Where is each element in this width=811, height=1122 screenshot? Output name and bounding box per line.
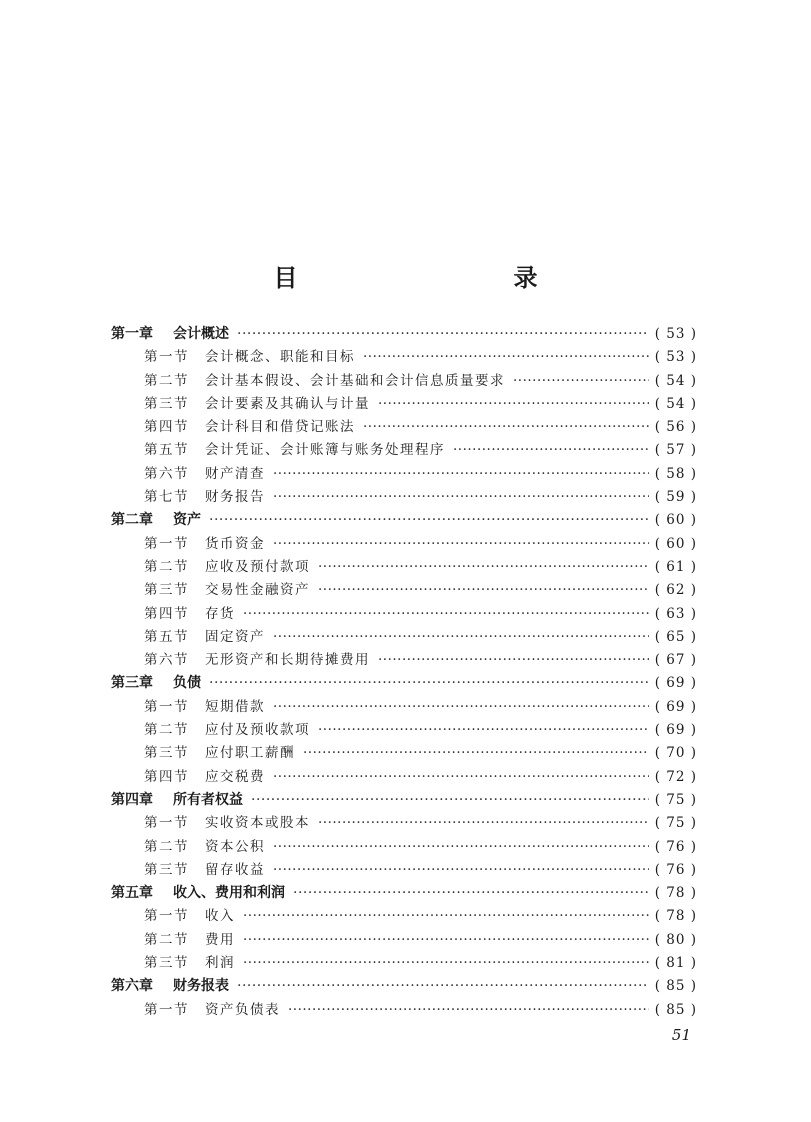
section-title: 应付职工薪酬	[205, 745, 295, 762]
page-reference: ( 56 )	[654, 419, 697, 436]
page-reference: ( 76 )	[654, 861, 697, 878]
page-reference: ( 54 )	[654, 395, 697, 412]
section-number: 第四节	[144, 605, 189, 622]
dot-leader	[273, 626, 649, 649]
page-reference: ( 70 )	[654, 745, 697, 762]
section-number: 第二节	[144, 372, 189, 389]
chapter-number: 第三章	[111, 675, 153, 692]
page-reference: ( 75 )	[654, 791, 697, 808]
dot-leader	[243, 603, 649, 626]
toc-section-entry[interactable]	[111, 603, 697, 626]
chapter-number: 第六章	[111, 978, 153, 995]
dot-leader	[273, 463, 649, 486]
chapter-title: 负债	[173, 675, 201, 692]
page-reference: ( 78 )	[654, 908, 697, 925]
dot-leader	[378, 393, 649, 416]
table-of-contents	[111, 323, 697, 1022]
page-number: 51	[671, 1026, 691, 1044]
page-reference: ( 69 )	[654, 675, 697, 692]
toc-section-entry[interactable]	[111, 742, 697, 765]
toc-section-entry[interactable]	[111, 533, 697, 556]
section-title: 会计基本假设、会计基础和会计信息质量要求	[205, 372, 505, 389]
page-title: 目 录	[273, 264, 594, 292]
section-title: 存货	[205, 605, 235, 622]
page-reference: ( 81 )	[654, 955, 697, 972]
section-number: 第五节	[144, 628, 189, 645]
section-title: 应交税费	[205, 768, 265, 785]
page-reference: ( 59 )	[654, 489, 697, 506]
toc-chapter-entry[interactable]	[111, 323, 697, 346]
section-title: 应收及预付款项	[205, 558, 310, 575]
dot-leader	[273, 486, 649, 509]
dot-leader	[303, 742, 649, 765]
page-reference: ( 54 )	[654, 372, 697, 389]
section-number: 第一节	[144, 535, 189, 552]
toc-section-entry[interactable]	[111, 999, 697, 1022]
toc-section-entry[interactable]	[111, 836, 697, 859]
page-reference: ( 75 )	[654, 815, 697, 832]
section-title: 资产负债表	[205, 1001, 280, 1018]
section-title: 会计要素及其确认与计量	[205, 395, 370, 412]
toc-section-entry[interactable]	[111, 579, 697, 602]
section-title: 资本公积	[205, 838, 265, 855]
dot-leader	[288, 999, 649, 1022]
section-number: 第二节	[144, 722, 189, 739]
section-title: 货币资金	[205, 535, 265, 552]
toc-section-entry[interactable]	[111, 416, 697, 439]
section-number: 第四节	[144, 768, 189, 785]
section-title: 短期借款	[205, 698, 265, 715]
chapter-title: 收入、费用和利润	[173, 885, 285, 902]
toc-section-entry[interactable]	[111, 952, 697, 975]
section-number: 第三节	[144, 745, 189, 762]
toc-section-entry[interactable]	[111, 719, 697, 742]
page-reference: ( 60 )	[654, 512, 697, 529]
section-title: 无形资产和长期待摊费用	[205, 652, 370, 669]
toc-section-entry[interactable]	[111, 370, 697, 393]
dot-leader	[237, 975, 649, 998]
page-reference: ( 78 )	[654, 885, 697, 902]
dot-leader	[251, 789, 649, 812]
toc-section-entry[interactable]	[111, 626, 697, 649]
toc-chapter-entry[interactable]	[111, 975, 697, 998]
dot-leader	[363, 416, 649, 439]
page-reference: ( 85 )	[654, 1001, 697, 1018]
section-number: 第二节	[144, 838, 189, 855]
section-number: 第三节	[144, 395, 189, 412]
section-number: 第三节	[144, 955, 189, 972]
page-reference: ( 85 )	[654, 978, 697, 995]
section-title: 财产清查	[205, 465, 265, 482]
page-reference: ( 53 )	[654, 326, 697, 342]
section-number: 第一节	[144, 1001, 189, 1018]
dot-leader	[243, 952, 649, 975]
toc-section-entry[interactable]	[111, 393, 697, 416]
dot-leader	[378, 649, 649, 672]
section-number: 第一节	[144, 908, 189, 925]
section-number: 第七节	[144, 489, 189, 506]
section-number: 第五节	[144, 442, 189, 459]
section-title: 利润	[205, 955, 235, 972]
toc-section-entry[interactable]	[111, 812, 697, 835]
dot-leader	[363, 346, 649, 369]
section-title: 收入	[205, 908, 235, 925]
section-title: 留存收益	[205, 861, 265, 878]
section-title: 应付及预收款项	[205, 722, 310, 739]
toc-section-entry[interactable]	[111, 486, 697, 509]
section-number: 第六节	[144, 465, 189, 482]
page-reference: ( 65 )	[654, 628, 697, 645]
page-reference: ( 60 )	[654, 535, 697, 552]
section-number: 第六节	[144, 652, 189, 669]
dot-leader	[293, 882, 649, 905]
section-number: 第二节	[144, 558, 189, 575]
section-number: 第一节	[144, 815, 189, 832]
chapter-number: 第四章	[111, 791, 153, 808]
page-reference: ( 57 )	[654, 442, 697, 459]
section-title: 会计科目和借贷记账法	[205, 419, 355, 436]
dot-leader	[513, 370, 649, 393]
dot-leader	[318, 579, 649, 602]
page-reference: ( 72 )	[654, 768, 697, 785]
toc-section-entry[interactable]	[111, 859, 697, 882]
page-reference: ( 67 )	[654, 652, 697, 669]
toc-section-entry[interactable]	[111, 929, 697, 952]
chapter-title: 所有者权益	[173, 791, 243, 808]
toc-section-entry[interactable]	[111, 346, 697, 369]
section-number: 第二节	[144, 931, 189, 948]
section-number: 第三节	[144, 582, 189, 599]
section-number: 第一节	[144, 698, 189, 715]
page-reference: ( 62 )	[654, 582, 697, 599]
page-reference: ( 53 )	[654, 349, 697, 366]
dot-leader	[273, 533, 649, 556]
chapter-title: 资产	[173, 512, 201, 529]
section-title: 实收资本或股本	[205, 815, 310, 832]
toc-section-entry[interactable]	[111, 556, 697, 579]
dot-leader	[209, 509, 649, 532]
dot-leader	[243, 929, 649, 952]
chapter-number: 第五章	[111, 885, 153, 902]
section-title: 财务报告	[205, 489, 265, 506]
section-number: 第一节	[144, 349, 189, 366]
dot-leader	[243, 905, 649, 928]
page-reference: ( 63 )	[654, 605, 697, 622]
page-reference: ( 69 )	[654, 698, 697, 715]
toc-chapter-entry[interactable]	[111, 509, 697, 532]
section-number: 第三节	[144, 861, 189, 878]
dot-leader	[273, 766, 649, 789]
toc-chapter-entry[interactable]	[111, 672, 697, 695]
page-reference: ( 76 )	[654, 838, 697, 855]
section-title: 会计凭证、会计账簿与账务处理程序	[205, 442, 445, 459]
chapter-number: 第二章	[111, 512, 153, 529]
toc-section-entry[interactable]	[111, 463, 697, 486]
page-reference: ( 80 )	[654, 931, 697, 948]
dot-leader	[237, 323, 649, 346]
dot-leader	[318, 812, 649, 835]
toc-chapter-entry[interactable]	[111, 789, 697, 812]
dot-leader	[273, 696, 649, 719]
dot-leader	[453, 439, 649, 462]
toc-section-entry[interactable]	[111, 696, 697, 719]
section-title: 会计概念、职能和目标	[205, 349, 355, 366]
toc-section-entry[interactable]	[111, 439, 697, 462]
chapter-title: 会计概述	[173, 326, 229, 342]
section-number: 第四节	[144, 419, 189, 436]
section-title: 固定资产	[205, 628, 265, 645]
dot-leader	[318, 556, 649, 579]
section-title: 交易性金融资产	[205, 582, 310, 599]
chapter-number: 第一章	[111, 326, 153, 342]
section-title: 费用	[205, 931, 235, 948]
chapter-title: 财务报表	[173, 978, 229, 995]
dot-leader	[273, 859, 649, 882]
toc-section-entry[interactable]	[111, 905, 697, 928]
dot-leader	[273, 836, 649, 859]
dot-leader	[209, 672, 649, 695]
toc-section-entry[interactable]	[111, 649, 697, 672]
page-reference: ( 61 )	[654, 558, 697, 575]
toc-chapter-entry[interactable]	[111, 882, 697, 905]
page-reference: ( 69 )	[654, 722, 697, 739]
toc-section-entry[interactable]	[111, 766, 697, 789]
page-reference: ( 58 )	[654, 465, 697, 482]
dot-leader	[318, 719, 649, 742]
